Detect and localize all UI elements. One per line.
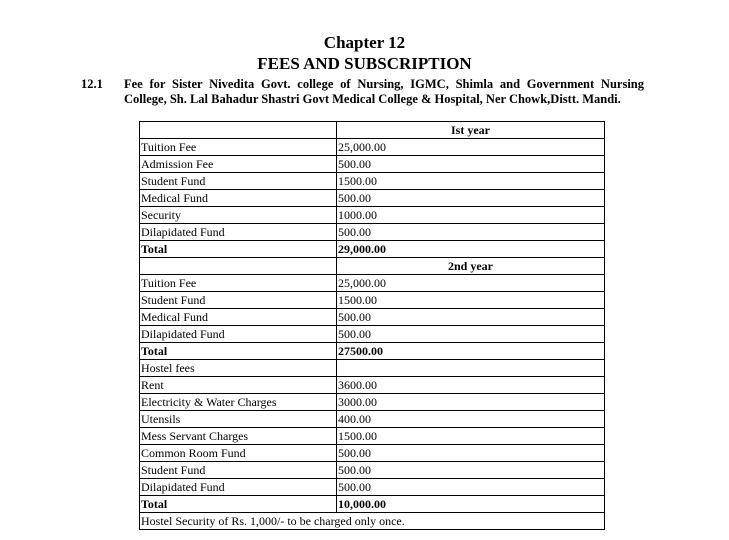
table-row: [140, 275, 605, 292]
table-row: [140, 224, 605, 241]
fee-value: 1500.00: [337, 173, 605, 190]
table-row: [140, 190, 605, 207]
hostel-security-note: Hostel Security of Rs. 1,000/- to be charged only once.: [140, 513, 605, 530]
table-row: [140, 139, 605, 156]
total-label: Total: [140, 496, 337, 513]
hostel-security-row: [140, 513, 605, 530]
section-text: Fee for Sister Nivedita Govt. college of Nursing, IGMC, Shimla and Government Nursing College, Sh. Lal Bahadur Shastri Govt Medical College & Hospital, Ner Chowk,Distt. Mandi.: [124, 77, 644, 106]
fee-label: Mess Servant Charges: [140, 428, 337, 445]
total-value: 27500.00: [337, 343, 605, 360]
table-row: [140, 309, 605, 326]
fee-value: 500.00: [337, 156, 605, 173]
fee-value: 25,000.00: [337, 139, 605, 156]
table-row: [140, 156, 605, 173]
fee-label: Dilapidated Fund: [140, 479, 337, 496]
blank-cell: [140, 122, 337, 139]
second-year-header-row: [140, 258, 605, 275]
fee-label: Tuition Fee: [140, 275, 337, 292]
fee-value: 400.00: [337, 411, 605, 428]
second-year-header: 2nd year: [337, 258, 605, 275]
fee-label: Electricity & Water Charges: [140, 394, 337, 411]
fee-label: Common Room Fund: [140, 445, 337, 462]
section-number: 12.1: [81, 77, 103, 91]
fee-value: 1500.00: [337, 428, 605, 445]
total-label: Total: [140, 241, 337, 258]
hostel-header-row: [140, 360, 605, 377]
table-row: [140, 428, 605, 445]
table-row: [140, 411, 605, 428]
total-value: 10,000.00: [337, 496, 605, 513]
fee-label: Student Fund: [140, 462, 337, 479]
fees-table: [139, 121, 605, 530]
table-row: [140, 394, 605, 411]
fee-label: Student Fund: [140, 173, 337, 190]
fee-value: 500.00: [337, 462, 605, 479]
fee-value: 500.00: [337, 479, 605, 496]
first-year-total-row: [140, 241, 605, 258]
fee-label: Admission Fee: [140, 156, 337, 173]
fee-label: Medical Fund: [140, 190, 337, 207]
fee-label: Security: [140, 207, 337, 224]
fee-value: 500.00: [337, 309, 605, 326]
blank-cell: [337, 360, 605, 377]
fee-value: 3000.00: [337, 394, 605, 411]
first-year-header-row: [140, 122, 605, 139]
fee-value: 500.00: [337, 445, 605, 462]
table-row: [140, 445, 605, 462]
total-value: 29,000.00: [337, 241, 605, 258]
second-year-total-row: [140, 343, 605, 360]
fee-value: 1500.00: [337, 292, 605, 309]
fee-value: 500.00: [337, 326, 605, 343]
hostel-header: Hostel fees: [140, 360, 337, 377]
hostel-total-row: [140, 496, 605, 513]
fee-label: Dilapidated Fund: [140, 224, 337, 241]
table-row: [140, 292, 605, 309]
fee-label: Dilapidated Fund: [140, 326, 337, 343]
fee-value: 3600.00: [337, 377, 605, 394]
table-row: [140, 207, 605, 224]
blank-cell: [140, 258, 337, 275]
table-row: [140, 173, 605, 190]
total-label: Total: [140, 343, 337, 360]
chapter-subtitle: FEES AND SUBSCRIPTION: [257, 54, 472, 73]
first-year-header: Ist year: [337, 122, 605, 139]
fee-value: 25,000.00: [337, 275, 605, 292]
fee-label: Rent: [140, 377, 337, 394]
chapter-title: Chapter 12: [323, 33, 406, 52]
fee-label: Student Fund: [140, 292, 337, 309]
table-row: [140, 326, 605, 343]
table-row: [140, 377, 605, 394]
fee-value: 500.00: [337, 224, 605, 241]
fee-value: 1000.00: [337, 207, 605, 224]
fee-label: Medical Fund: [140, 309, 337, 326]
table-row: [140, 479, 605, 496]
fee-value: 500.00: [337, 190, 605, 207]
fee-label: Tuition Fee: [140, 139, 337, 156]
fee-label: Utensils: [140, 411, 337, 428]
table-row: [140, 462, 605, 479]
